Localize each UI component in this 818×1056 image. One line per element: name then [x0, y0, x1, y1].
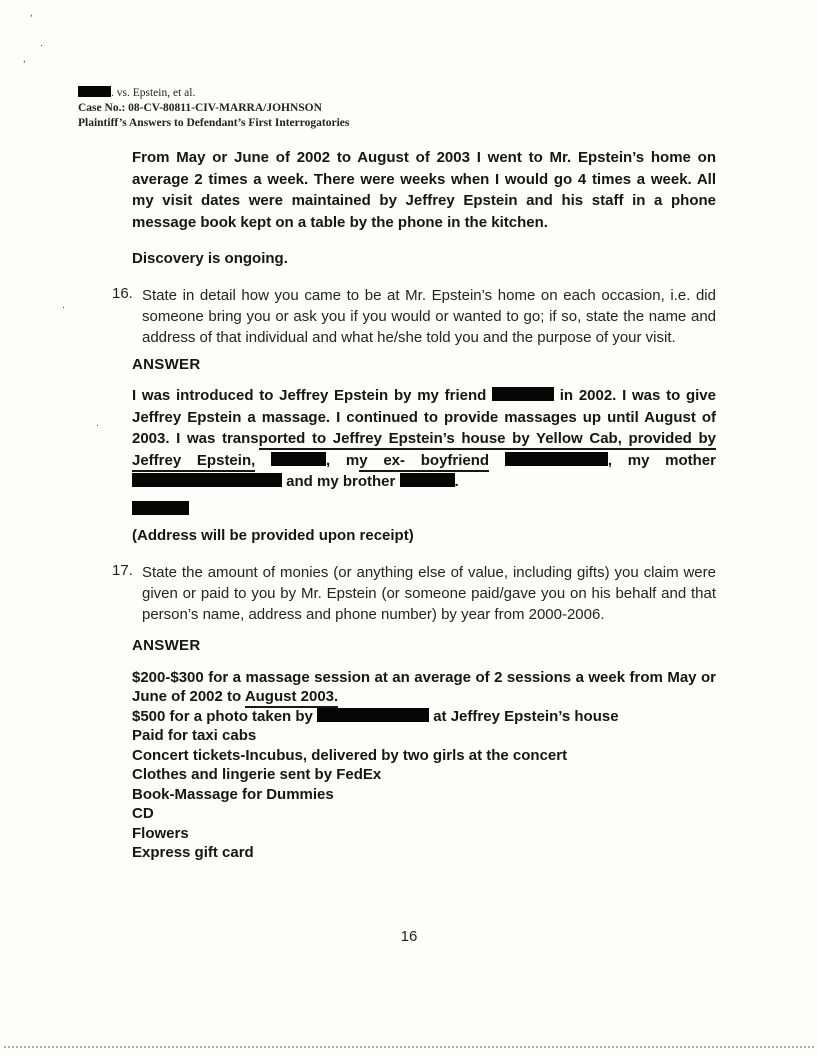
interrogatory-17	[112, 562, 716, 625]
text-segment: at Jeffrey Epstein’s house	[429, 707, 619, 725]
answer-17-item: Express gift card	[132, 844, 254, 861]
scan-speck: .	[62, 299, 66, 311]
standalone-redaction	[132, 501, 716, 519]
scan-speck: ’	[23, 59, 26, 71]
answer-17-item: CD	[132, 805, 154, 822]
redaction-box	[492, 387, 554, 401]
text-segment: $200-$300 for a massage session at an average of 2 sessions a week from May or June of 2002 to	[132, 668, 716, 705]
redaction-box	[78, 86, 111, 97]
case-header	[78, 86, 818, 131]
case-number-line: Case No.: 08-CV-80811-CIV-MARRA/JOHNSON	[78, 102, 322, 114]
redaction-box	[132, 473, 282, 487]
case-caption-line	[78, 86, 818, 101]
answer-17-item: Flowers	[132, 824, 189, 842]
text-segment	[489, 452, 505, 469]
document-title-line: Plaintiff’s Answers to Defendant’s First Interrogatories	[78, 117, 350, 129]
text-segment: August 2003.	[245, 688, 338, 708]
text-segment: I was introduced to Jeffrey Epstein by my friend	[132, 387, 493, 404]
text-segment: . vs. Epstein, et al.	[111, 87, 196, 99]
redaction-box	[317, 708, 429, 722]
discovery-note: Discovery is ongoing.	[132, 250, 288, 267]
paragraph-visits: From May or June of 2002 to August of 2003 I went to Mr. Epstein’s home on average 2 times a week. There were weeks when I would go 4 times a week. All my visit dates were maintained by Jeffrey Epstein and his staff in a phone message book kept on a table by the phone in the kitchen.	[132, 149, 716, 231]
redaction-box	[271, 452, 326, 466]
scan-speck: ’	[30, 13, 33, 25]
text-segment: in 2002. I was to give Jeffrey Epstein a massage. I continued to provide massages up until August of 2003. I was trans	[132, 387, 716, 447]
answer-17-item: Concert tickets-Incubus, delivered by two girls at the concert	[132, 746, 568, 764]
page-number: 16	[400, 928, 418, 945]
scan-speck: .	[96, 417, 100, 429]
question-number: 17.	[112, 561, 133, 579]
answer-17-item: Clothes and lingerie sent by FedEx	[132, 766, 382, 783]
address-note: (Address will be provided upon receipt)	[132, 526, 414, 544]
scan-speck: .	[40, 37, 44, 49]
question-text: State in detail how you came to be at Mr. Epstein’s home on each occasion, i.e. did someone bring you or ask you if you would or wanted to go; if so, state the name and address of that individual and what he/she told you and the purpose of your visit.	[142, 287, 716, 346]
redaction-box	[400, 473, 455, 487]
scan-artifact-line	[4, 1046, 814, 1048]
question-number: 16.	[112, 285, 133, 302]
interrogatory-16	[112, 285, 716, 348]
text-segment: .	[454, 473, 459, 490]
answer-16-paragraph	[132, 385, 716, 493]
text-segment: , m	[326, 451, 360, 469]
document-body	[112, 147, 716, 863]
text-segment	[255, 452, 271, 469]
answer-label-16: ANSWER	[132, 356, 201, 373]
text-segment: y ex- boyfriend	[359, 452, 489, 472]
redaction-box	[505, 452, 608, 466]
answer-17-item: Book-Massage for Dummies	[132, 785, 334, 803]
text-segment: and my brother	[282, 473, 400, 490]
question-text: State the amount of monies (or anything else of value, including gifts) you claim were given or paid to you by Mr. Epstein (or someone paid/gave you on his behalf and that person’s name, address and phone number) by year from 2000-2006.	[142, 563, 716, 623]
answer-label-17: ANSWER	[132, 636, 201, 654]
answer-17-item: Paid for taxi cabs	[132, 727, 257, 744]
answer-17-massage-line	[132, 668, 716, 707]
redaction-box	[132, 501, 189, 515]
text-segment: , my mother	[607, 451, 716, 469]
answer-17-photo-line	[132, 707, 716, 727]
text-segment: $500 for a photo taken by	[132, 707, 318, 725]
text-segment: ported to Jeffrey Epstein’s house by Yellow Cab, provided by Jeffrey Epstein,	[132, 430, 716, 472]
